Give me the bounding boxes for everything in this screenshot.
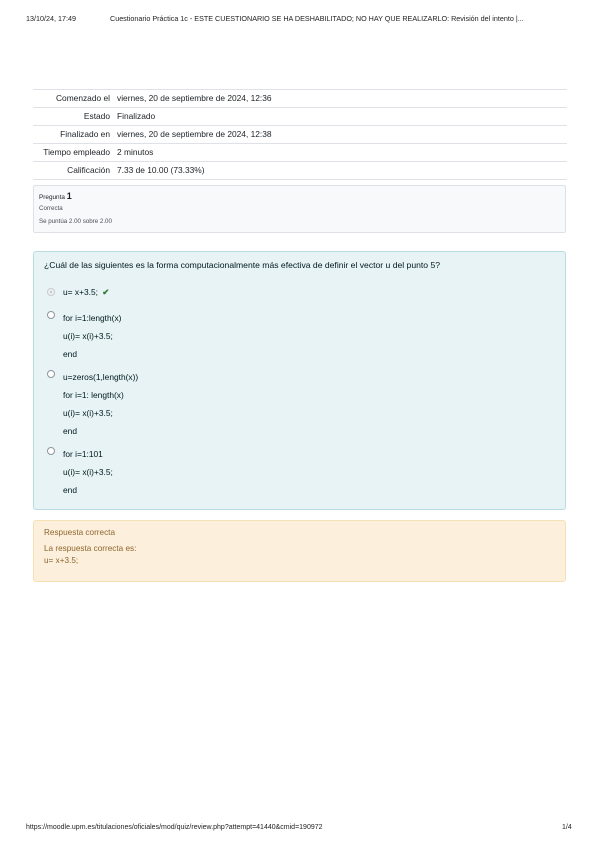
question-prefix: Pregunta: [39, 194, 65, 201]
answer-line: end: [63, 426, 77, 436]
summary-value: viernes, 20 de septiembre de 2024, 12:38: [117, 129, 272, 139]
radio-button[interactable]: [47, 288, 55, 296]
summary-label: Finalizado en: [60, 129, 110, 139]
question-formulation: [33, 251, 566, 510]
summary-label: Comenzado el: [55, 93, 110, 103]
answer-line: end: [63, 485, 77, 495]
question-grade: Se puntúa 2.00 sobre 2.00: [39, 218, 112, 225]
summary-row-state: [33, 107, 567, 125]
answer-line: for i=1: length(x): [63, 390, 124, 400]
answer-line: for i=1:101: [63, 449, 103, 459]
print-header: [0, 14, 599, 28]
feedback-result: Respuesta correcta: [44, 528, 115, 537]
summary-value: Finalizado: [117, 111, 156, 121]
summary-row-time-taken: [33, 143, 567, 161]
summary-value: 2 minutos: [117, 147, 154, 157]
summary-label: Tiempo empleado: [43, 147, 110, 157]
radio-button[interactable]: [47, 447, 55, 455]
print-date: 13/10/24, 17:49: [26, 14, 76, 23]
radio-button[interactable]: [47, 370, 55, 378]
attempt-summary-table: [33, 89, 567, 180]
summary-value: 7.33 de 10.00 (73.33%): [117, 165, 205, 175]
answer-line: for i=1:length(x): [63, 313, 122, 323]
question-state: Correcta: [39, 205, 63, 212]
summary-label: Estado: [83, 111, 110, 121]
print-document-title: Cuestionario Práctica 1c - ESTE CUESTIONARIO SE HA DESHABILITADO; NO HAY QUE REALIZARLO: Revisión del intento |...: [110, 14, 524, 23]
answer-line: u(i)= x(i)+3.5;: [63, 467, 113, 477]
answer-line: u= x+3.5;: [63, 287, 98, 297]
summary-label: Calificación: [67, 165, 110, 175]
answer-line: u=zeros(1,length(x)): [63, 372, 139, 382]
answer-line: u(i)= x(i)+3.5;: [63, 331, 113, 341]
right-answer-label: La respuesta correcta es:: [44, 544, 137, 553]
question-info-box: [33, 185, 566, 233]
question-number-value: 1: [66, 191, 72, 201]
summary-row-grade: [33, 161, 567, 180]
correct-check-icon: ✔: [102, 287, 110, 297]
summary-row-started: [33, 89, 567, 107]
right-answer-value: u= x+3.5;: [44, 556, 79, 565]
page-number: 1/4: [562, 824, 572, 831]
answer-line: u(i)= x(i)+3.5;: [63, 408, 113, 418]
answer-line: end: [63, 349, 77, 359]
page-url: https://moodle.upm.es/titulaciones/oficiales/mod/quiz/review.php?attempt=41440&cmid=190972: [26, 824, 323, 831]
summary-value: viernes, 20 de septiembre de 2024, 12:36: [117, 93, 272, 103]
summary-row-finished: [33, 125, 567, 143]
question-text: ¿Cuál de las siguientes es la forma computacionalmente más efectiva de definir el vector u del punto 5?: [44, 260, 441, 270]
feedback-box: [33, 520, 566, 582]
radio-button[interactable]: [47, 311, 55, 319]
question-number: [39, 191, 560, 201]
